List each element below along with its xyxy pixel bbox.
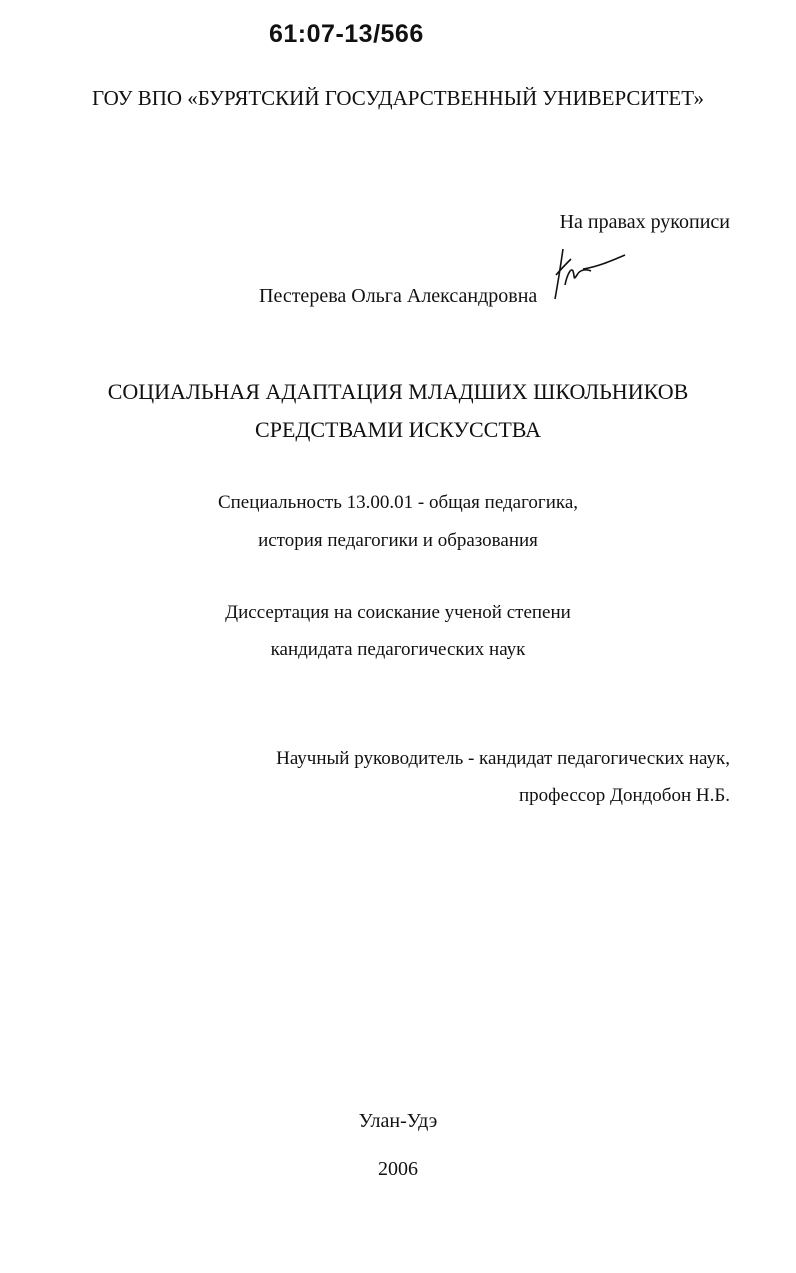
thesis-title-line-1: СОЦИАЛЬНАЯ АДАПТАЦИЯ МЛАДШИХ ШКОЛЬНИКОВ bbox=[107, 379, 689, 404]
city: Улан-Удэ bbox=[358, 1110, 438, 1132]
manuscript-rights-note: На правах рукописи bbox=[559, 211, 730, 233]
degree-line-2: кандидата педагогических наук bbox=[270, 639, 526, 660]
specialty-line-2: история педагогики и образования bbox=[258, 530, 538, 551]
author-signature bbox=[553, 245, 633, 303]
specialty-line-1: Специальность 13.00.01 - общая педагогика, bbox=[217, 492, 579, 513]
degree-line-1: Диссертация на соискание ученой степени bbox=[225, 602, 571, 623]
year: 2006 bbox=[378, 1158, 418, 1180]
author-name: Пестерева Ольга Александровна bbox=[259, 285, 538, 307]
advisor-line-2: профессор Дондобон Н.Б. bbox=[518, 785, 730, 806]
archive-stamp-code: 61:07-13/566 bbox=[269, 20, 424, 48]
advisor-line-1: Научный руководитель - кандидат педагогических наук, bbox=[276, 748, 730, 769]
university-name: ГОУ ВПО «БУРЯТСКИЙ ГОСУДАРСТВЕННЫЙ УНИВЕРСИТЕТ» bbox=[91, 86, 705, 110]
thesis-title-line-2: СРЕДСТВАМИ ИСКУССТВА bbox=[255, 417, 541, 442]
